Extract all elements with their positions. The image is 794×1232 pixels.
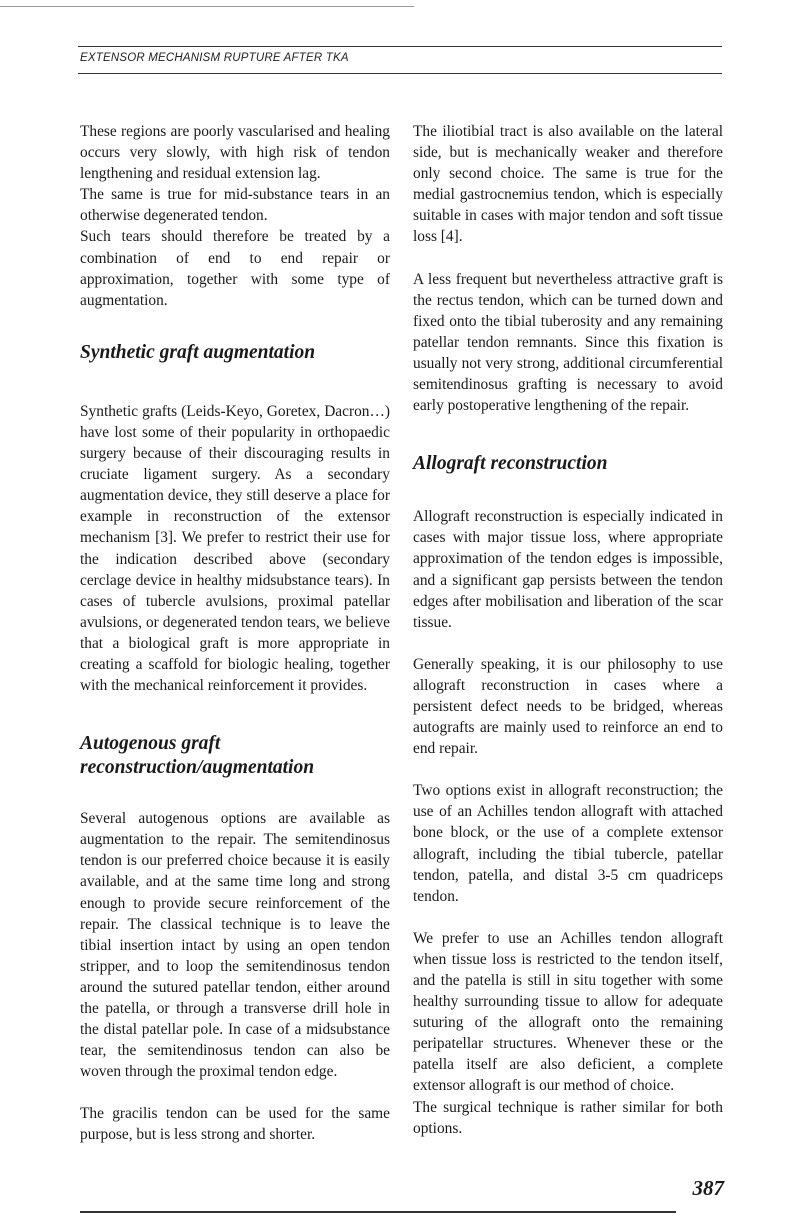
paragraph: Allograft reconstruction is especially indicated in cases with major tissue loss, where appropriate approximation of the tendon edges is impossible, and a significant gap persists between the tendon edges after mobilisation and liberation of the scar tissue. bbox=[413, 508, 723, 631]
paragraph: These regions are poorly vascularised and healing occurs very slowly, with high risk of tendon lengthening and residual extension lag. bbox=[80, 123, 390, 183]
section-heading-autogenous bbox=[80, 732, 390, 780]
section-heading-allograft: Allograft reconstruction bbox=[413, 453, 608, 475]
paragraph: The surgical technique is rather similar for both options. bbox=[413, 1098, 723, 1137]
section-heading-synthetic: Synthetic graft augmentation bbox=[80, 341, 316, 363]
right-column bbox=[413, 121, 723, 1139]
paragraph: We prefer to use an Achilles tendon allograft when tissue loss is restricted to the tendon itself, and the patella is still in situ together with some healthy surrounding tissue to allow for adequate suturing of the allograft onto the remaining peripatellar structures. Whenever these or the patella itself are also deficient, a complete extensor allograft is our method of choice. bbox=[413, 929, 723, 1095]
section-heading-line: reconstruction/augmentation bbox=[80, 757, 315, 779]
paragraph: Generally speaking, it is our philosophy to use allograft reconstruction in cases where a persistent defect needs to be bridged, whereas autografts are mainly used to reinforce an end to end repair. bbox=[413, 655, 723, 758]
left-column bbox=[80, 121, 390, 1146]
top-edge-rule bbox=[0, 6, 414, 7]
paragraph: Several autogenous options are available as augmentation to the repair. The semitendinosus tendon is our preferred choice because it is easily available, and at the same time long and strong enough to provide secure reinforcement of the repair. The classical technique is to leave the tibial insertion intact by using an open tendon stripper, and to loop the semitendinosus tendon around the sutured patellar tendon, either around the patella, or through a transverse drill hole in the distal patellar pole. In case of a midsubstance tear, the semitendinosus tendon can also be woven through the proximal tendon edge. bbox=[80, 810, 390, 1081]
running-head: EXTENSOR MECHANISM RUPTURE AFTER TKA bbox=[80, 52, 349, 64]
paragraph: The gracilis tendon can be used for the same purpose, but is less strong and shorter. bbox=[80, 1105, 390, 1144]
paragraph: The iliotibial tract is also available on the lateral side, but is mechanically weaker and therefore only second choice. The same is true for the medial gastrocnemius tendon, which is especially suitable in cases with major tendon and soft tissue loss [4]. bbox=[413, 123, 723, 246]
paragraph: Two options exist in allograft reconstruction; the use of an Achilles tendon allograft with attached bone block, or the use of a complete extensor allograft, including the tibial tubercle, patellar tendon, patella, and distal 3-5 cm quadriceps tendon. bbox=[413, 782, 723, 905]
paragraph: The same is true for mid-substance tears in an otherwise degenerated tendon. bbox=[80, 186, 390, 225]
header-rule-bottom bbox=[78, 73, 722, 74]
page-number: 387 bbox=[692, 1176, 724, 1200]
paragraph: A less frequent but nevertheless attractive graft is the rectus tendon, which can be turned down and fixed onto the tibial tuberosity and any remaining patellar tendon remnants. Since this fixation is usually not very strong, additional circumferential semitendinosus grafting is necessary to avoid early postoperative lengthening of the repair. bbox=[413, 270, 723, 415]
section-heading-line: Autogenous graft bbox=[80, 733, 221, 755]
paragraph: Synthetic grafts (Leids-Keyo, Goretex, Dacron…) have lost some of their popularity in orthopaedic surgery because of their discouraging results in cruciate ligament surgery. As a secondary augmentation device, they still deserve a place for example in reconstruction of the extensor mechanism [3]. We prefer to restrict their use for the indication described above (secondary cerclage device in healthy midsubstance tears). In cases of tubercle avulsions, proximal patellar avulsions, or degenerated tendon tears, we believe that a biological graft is more appropriate in creating a scaffold for biologic healing, together with the mechanical reinforcement it provides. bbox=[80, 402, 390, 695]
footer-rule bbox=[80, 1211, 676, 1213]
paragraph: Such tears should therefore be treated by a combination of end to end repair or approximation, together with some type of augmentation. bbox=[80, 228, 390, 309]
header-rule-top bbox=[78, 46, 722, 47]
